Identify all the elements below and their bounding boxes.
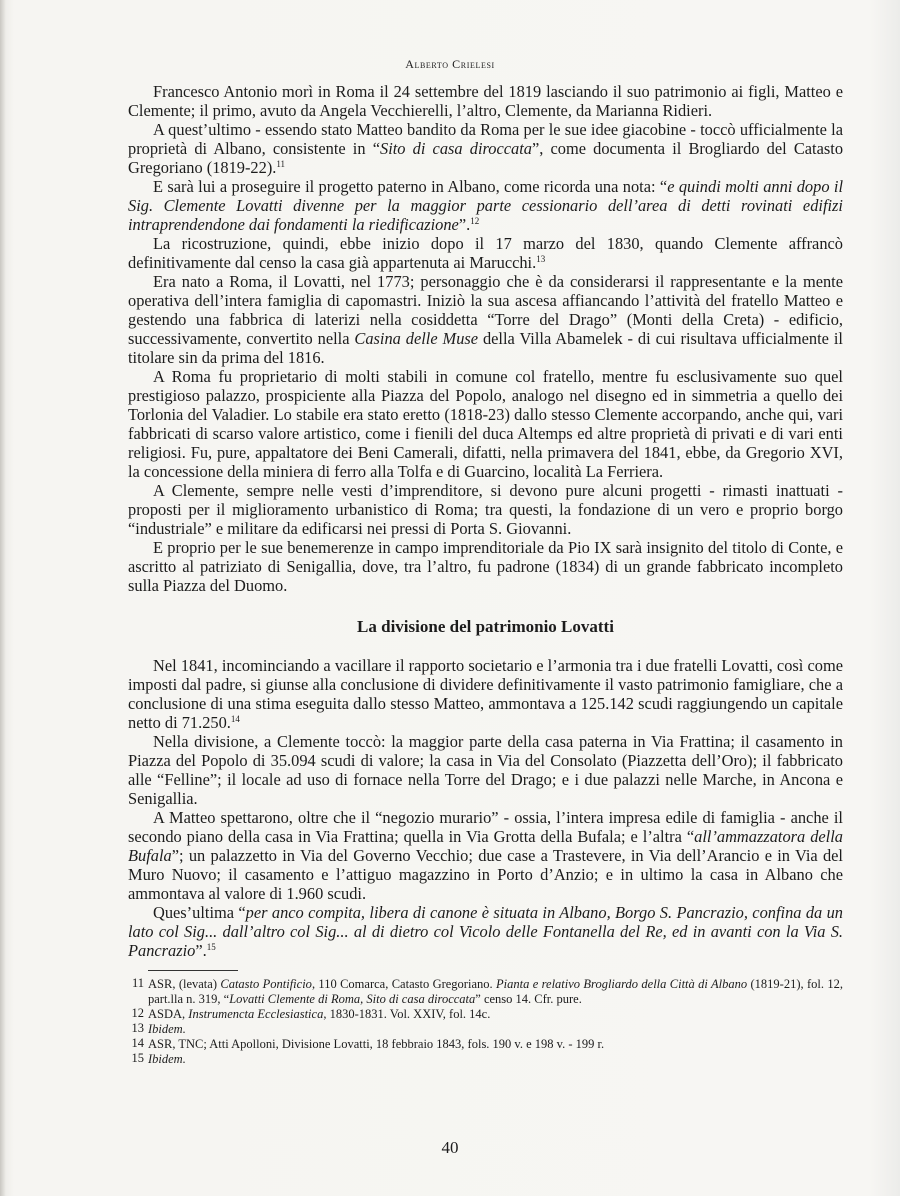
- footnote-number: 13: [131, 1021, 144, 1035]
- text-run: E sarà lui a proseguire il progetto paterno in Albano, come ricorda una nota: “: [153, 177, 668, 196]
- text-run: , 1830-1831. Vol. XXIV, fol. 14c.: [323, 1007, 491, 1021]
- text-run: La ricostruzione, quindi, ebbe inizio dopo il 17 marzo del 1830, quando Clemente affrancò definitivamente dal censo la casa già appartenuta ai Marucchi.: [128, 234, 843, 272]
- paragraph: [128, 481, 843, 538]
- footnote-number: 12: [131, 1006, 144, 1020]
- footnote-number: 11: [131, 976, 144, 990]
- paragraph: [128, 120, 843, 177]
- footnote-ref: 15: [206, 942, 216, 952]
- footnote-rule: [148, 970, 238, 971]
- paragraph: [128, 272, 843, 367]
- italic-text: Casina delle Muse: [354, 329, 479, 348]
- text-run: , 110 Comarca, Catasto Gregoriano.: [311, 977, 496, 991]
- italic-text: all’ammazzatora della Bufala: [128, 827, 843, 865]
- footnote-number: 15: [131, 1051, 144, 1065]
- text-run: A Roma fu proprietario di molti stabili in comune col fratello, mentre fu esclusivamente suo quel prestigioso palazzo, prospiciente alla Piazza del Popolo, analogo nel disegno ed in simmetria a quello dei Torlonia del Valadier. Lo stabile era stato eretto (1818-23) dallo stesso Clemente accorpando, anche qui, vari fabbricati di scarso valore artistico, come i fienili del duca Altemps ed altre proprietà di privati e di vari enti religiosi. Fu, pure, appaltatore dei Beni Camerali, difatti, nella primavera del 1841, ebbe, da Gregorio XVI, la concessione della miniera di ferro alla Tolfa e di Guarcino, località La Ferriera.: [128, 367, 843, 481]
- paragraph: [128, 808, 843, 903]
- footnotes: [128, 977, 843, 1067]
- page-number: 40: [441, 1138, 459, 1157]
- paragraph: [128, 903, 843, 960]
- text-run: ”.: [458, 215, 471, 234]
- footnote: [128, 1037, 843, 1052]
- text-run: E proprio per le sue benemerenze in campo imprenditoriale da Pio IX sarà insignito del titolo di Conte, e ascritto al patriziato di Senigallia, dove, tra l’altro, fu padrone (1834) di un grande fabbricato incompleto sulla Piazza del Duomo.: [128, 538, 843, 595]
- text-run: ”.: [195, 941, 207, 960]
- footnote-ref: 12: [470, 216, 480, 226]
- footnote-ref: 11: [276, 159, 286, 169]
- footnote: [128, 1052, 843, 1067]
- text-run: Nel 1841, incominciando a vacillare il rapporto societario e l’armonia tra i due fratelli Lovatti, così come imposti dal padre, si giunse alla conclusione di dividere definitivamente il vasto patrimonio famigliare, che a conclusione di una stima eseguita dallo stesso Matteo, ammontava a 125.142 scudi raggiungendo un capitale netto di 71.250.: [128, 656, 843, 732]
- text-run: ”; un palazzetto in Via del Governo Vecchio; due case a Trastevere, in Via dell’Arancio e in Via del Muro Nuovo; il casamento e l’attiguo magazzino in Porto d’Anzio; e in ultimo la casa in Albano che ammontava al valore di 1.960 scudi.: [128, 846, 843, 903]
- italic-text: Ibidem.: [148, 1052, 186, 1066]
- text-run: A Clemente, sempre nelle vesti d’imprenditore, si devono pure alcuni progetti - rimasti inattuati - proposti per il miglioramento urbanistico di Roma; tra questi, la fondazione di un vero e proprio borgo “industriale” e militare da edificarsi nei pressi di Porta S. Giovanni.: [128, 481, 843, 538]
- paragraph-group-1: [128, 82, 843, 595]
- paragraph: [128, 82, 843, 120]
- text-run: della Villa Abamelek - di cui risultava ufficialmente il titolare sin da prima del 1816.: [128, 329, 843, 367]
- text-run: ASR, TNC; Atti Apolloni, Divisione Lovatti, 18 febbraio 1843, fols. 190 v. e 198 v. - 199 r.: [148, 1037, 605, 1051]
- footnote-number: 14: [131, 1036, 144, 1050]
- footnote: [128, 1007, 843, 1022]
- text-run: A quest’ultimo - essendo stato Matteo bandito da Roma per le sue idee giacobine - toccò ufficialmente la proprietà di Albano, consistente in “: [128, 120, 843, 158]
- paragraph: [128, 367, 843, 481]
- text-run: ”, come documenta il Brogliardo del Catasto Gregoriano (1819-22).: [128, 139, 844, 177]
- paragraph: [128, 177, 843, 234]
- italic-text: e quindi molti anni dopo il Sig. Clemente Lovatti divenne per la maggior parte cessionario dell’area di detti rovinati edifizi intraprendendone dai fondamenti la riedificazione: [128, 177, 844, 234]
- paragraph: [128, 538, 843, 595]
- text-run: Francesco Antonio morì in Roma il 24 settembre del 1819 lasciando il suo patrimonio ai figli, Matteo e Clemente; il primo, avuto da Angela Vecchierelli, l’altro, Clemente, da Marianna Ridieri.: [128, 82, 843, 120]
- paragraph: [128, 234, 843, 272]
- footnote: [128, 977, 843, 1007]
- page-edge-shadow: [0, 0, 6, 1196]
- italic-text: Ibidem.: [148, 1022, 186, 1036]
- italic-text: Pianta e relativo Brogliardo della Città di Albano: [496, 977, 748, 991]
- section-title: La divisione del patrimonio Lovatti: [357, 617, 614, 636]
- main-text: [128, 82, 843, 1067]
- text-run: Ques’ultima “: [153, 903, 246, 922]
- text-run: ASDA,: [148, 1007, 189, 1021]
- text-run: ” censo 14. Cfr. pure.: [475, 992, 582, 1006]
- italic-text: per anco compita, libera di canone è situata in Albano, Borgo S. Pancrazio, confina da un lato col Sig... dall’altro col Sig... al di dietro col Vicolo delle Fontanella del Re, ed in avanti con la Via S. Pancrazio: [128, 903, 843, 960]
- italic-text: Instrumencta Ecclesiastica: [188, 1007, 324, 1021]
- text-run: Nella divisione, a Clemente toccò: la maggior parte della casa paterna in Via Frattina; il casamento in Piazza del Popolo di 35.094 scudi di valore; la casa in Via del Consolato (Piazzetta dell’Oro); il fabbricato alle “Felline”; il locale ad uso di fornace nella Torre del Drago; e i due palazzi nelle Marche, in Ancona e Senigallia.: [128, 732, 843, 808]
- text-run: ASR, (levata): [148, 977, 221, 991]
- text-run: A Matteo spettarono, oltre che il “negozio murario” - ossia, l’intera impresa edile di famiglia - anche il secondo piano della casa in Via Frattina; quella in Via Grotta della Bufala; e l’altra “: [128, 808, 843, 846]
- text-run: Era nato a Roma, il Lovatti, nel 1773; personaggio che è da considerarsi il rappresentante e la mente operativa dell’intera famiglia di capomastri. Iniziò la sua ascesa affiancando l’attività del fratello Matteo e gestendo una fabbrica di laterizi nella cosiddetta “Torre del Drago” (Monti della Creta) - edificio, successivamente, convertito nella: [128, 272, 843, 348]
- footnote: [128, 1022, 843, 1037]
- paragraph-group-2: [128, 656, 843, 960]
- paragraph: [128, 732, 843, 808]
- footnote-ref: 14: [230, 714, 240, 724]
- paragraph: [128, 656, 843, 732]
- italic-text: Sito di casa diroccata: [380, 139, 532, 158]
- footnote-ref: 13: [536, 254, 546, 264]
- italic-text: Lovatti Clemente di Roma, Sito di casa diroccata: [229, 992, 476, 1006]
- running-header: Alberto Crielesi: [405, 57, 495, 71]
- italic-text: Catasto Pontificio: [220, 977, 312, 991]
- text-run: (1819-21), fol. 12, part.lla n. 319, “: [148, 977, 844, 1006]
